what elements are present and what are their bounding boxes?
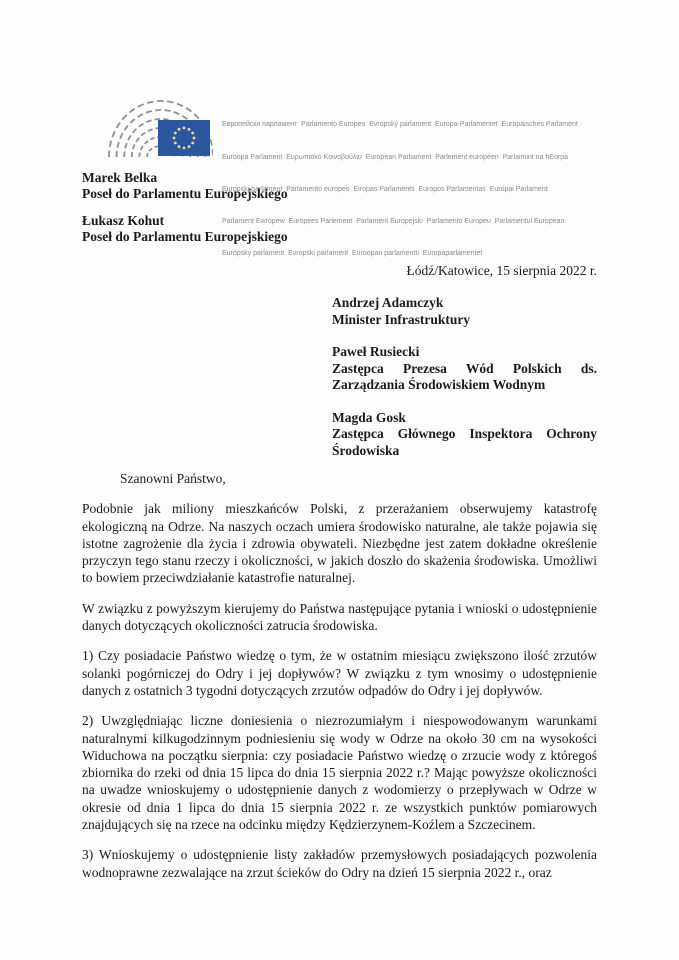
ep-wordmark-line: Parlament Ewropew Europees Parlement Parlament Europejski Parlamento Europeu Parlamentul European <box>222 217 565 225</box>
body-paragraph: 2) Uwzględniając liczne doniesienia o niezrozumiałym i niespowodowanym warunkami naturalnymi kilkugodzinnym podniesieniu się wody w Odrze na około 30 cm na wysokości Widuchowa na początku sierpnia: czy posiadacie Państwo wiedzę o zrzucie wody z któregoś zbiornika do rzeki od dnia 15 lipca do dnia 15 sierpnia 2022 r.? Mając powyższe okoliczności na uwadze wnioskujemy o udostępnienie danych z wodomierzy o przepływach w Odrze w okresie od dnia 1 lipca do dnia 15 sierpnia 2022 r. ze wszystkich punktów pomiarowych znajdujących się na rzece na odcinku między Kędzierzynem-Koźlem a Szczecinem. <box>82 713 597 833</box>
body-paragraph: Podobnie jak miliony mieszkańców Polski, z przerażaniem obserwujemy katastrofę ekologiczną na Odrze. Na naszych oczach umiera środowisko naturalne, ale także pojawia się istotne zagrożenie dla życia i zdrowia obywateli. Niezbędne jest zatem dokładne określenie przyczyn tego stanu rzeczy i okoliczności, w jakich doszło do skażenia środowiska. Umożliwi to bowiem przeciwdziałanie katastrofie naturalnej. <box>82 501 597 586</box>
letter-body <box>82 470 597 894</box>
body-paragraph: 1) Czy posiadacie Państwo wiedzę o tym, że w ostatnim miesiącu zwiększono ilość zrzutów solanki pogórniczej do Odry i jej dopływów? W związku z tym wnosimy o udostępnienie danych z ostatnich 3 tygodni dotyczących zrzutów odpadów do Odry i jej dopływów. <box>82 648 597 698</box>
ep-wordmark-line: Европейски парламент Parlamento Europeo Evropský parlament Europa-Parlamentet Europäisches Parlament <box>222 121 578 129</box>
eu-flag-icon <box>158 120 210 156</box>
ep-wordmark-line: Europski parlament Parlamento europeo Eiropas Parlaments Europos Parlamentas Európai Parlament <box>222 185 548 193</box>
dateline: Łódź/Katowice, 15 sierpnia 2022 r. <box>406 263 597 278</box>
sender-name: Marek Belka <box>82 170 158 185</box>
sender-block <box>82 213 288 244</box>
recipient-title: Zastępca Głównego Inspektora Ochrony Środowiska <box>332 426 597 458</box>
recipient-block <box>332 344 597 394</box>
recipient-name: Paweł Rusiecki <box>332 344 420 359</box>
recipient-title: Zastępca Prezesa Wód Polskich ds. Zarządzania Środowiskiem Wodnym <box>332 360 597 392</box>
salutation: Szanowni Państwo, <box>120 471 226 486</box>
recipient-block <box>332 295 597 328</box>
recipient-name: Magda Gosk <box>332 409 406 425</box>
sender-name: Łukasz Kohut <box>82 213 165 228</box>
recipient-block <box>332 410 597 460</box>
recipient-title: Minister Infrastruktury <box>332 311 471 327</box>
recipient-section <box>332 295 597 475</box>
sender-section <box>82 170 288 256</box>
sender-title: Poseł do Parlamentu Europejskiego <box>82 228 288 244</box>
body-paragraph: 3) Wnioskujemy o udostępnienie listy zakładów przemysłowych posiadających pozwolenia wodnoprawne zezwalające na zrzut ścieków do Odry na dzień 15 sierpnia 2022 r., oraz <box>82 847 597 880</box>
sender-title: Poseł do Parlamentu Europejskiego <box>82 185 288 201</box>
ep-wordmark-line: Euroopa Parlament Ευρωπαϊκό Κοινοβούλιο European Parliament Parlement européen Parlaimint na hEorpa <box>222 153 568 161</box>
ep-hemicycle-icon <box>108 95 213 163</box>
ep-wordmark-line: Európsky parlament Evropski parlament Euroopan parlamentti Europaparlamentet <box>222 249 483 257</box>
recipient-name: Andrzej Adamczyk <box>332 295 444 310</box>
sender-block <box>82 170 288 201</box>
body-paragraph: W związku z powyższym kierujemy do Państwa następujące pytania i wnioski o udostępnienie danych dotyczących okoliczności zatrucia środowiska. <box>82 600 597 634</box>
